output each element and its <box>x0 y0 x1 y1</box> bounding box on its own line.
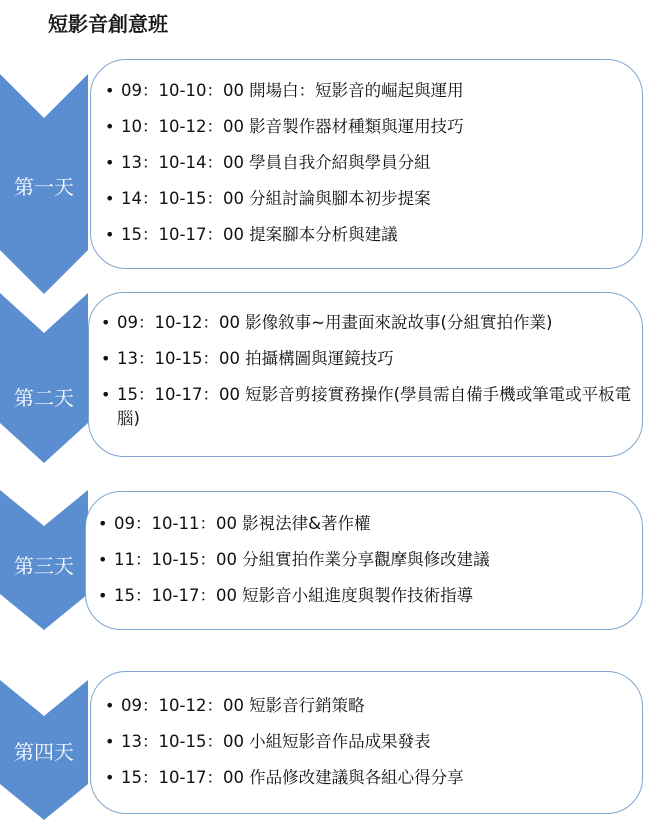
page-title: 短影音創意班 <box>48 12 168 36</box>
schedule-item: • 14：10-15：00 分組討論與腳本初步提案 <box>103 187 626 211</box>
bullet: • <box>98 514 108 533</box>
schedule-item: • 13：10-15：00 拍攝構圖與運鏡技巧 <box>99 347 632 371</box>
schedule-item: • 15：10-17：00 短影音剪接實務操作(學員需自備手機或筆電或平板電腦) <box>101 385 632 428</box>
schedule-item: • 15：10-17：00 短影音小組進度與製作技術指導 <box>96 584 632 608</box>
day-4-schedule <box>103 694 632 790</box>
bullet: • <box>98 550 108 569</box>
schedule-item: • 09：10-11：00 影視法律&著作權 <box>96 512 632 536</box>
bullet: • <box>101 349 111 368</box>
day-4-card <box>90 671 643 814</box>
day-3-schedule <box>96 512 632 608</box>
day-2-card <box>88 292 643 457</box>
schedule-item: • 13：10-15：00 小組短影音作品成果發表 <box>103 730 632 754</box>
day-4-chevron <box>0 680 96 820</box>
schedule-item: • 11：10-15：00 分組實拍作業分享觀摩與修改建議 <box>96 548 632 572</box>
day-1-chevron <box>0 74 96 294</box>
bullet: • <box>98 586 108 605</box>
bullet: • <box>105 81 115 100</box>
bullet: • <box>101 385 111 404</box>
chevron-shape <box>0 293 96 463</box>
bullet: • <box>105 732 115 751</box>
bullet: • <box>105 768 115 787</box>
schedule-item: • 15：10-17：00 作品修改建議與各組心得分享 <box>103 766 632 790</box>
day-3-label: 第三天 <box>14 554 74 578</box>
day-1-schedule <box>103 79 626 247</box>
day-2-schedule <box>99 311 632 431</box>
schedule-item: • 09：10-12：00 短影音行銷策略 <box>103 694 632 718</box>
day-2-chevron <box>0 293 96 463</box>
day-1-card <box>90 59 643 269</box>
bullet: • <box>101 313 111 332</box>
schedule-item: • 09：10-12：00 影像敘事~用畫面來說故事(分組實拍作業) <box>99 311 632 335</box>
schedule-item: • 15：10-17：00 提案腳本分析與建議 <box>103 223 626 247</box>
day-3-chevron <box>0 490 96 630</box>
schedule-item: • 09：10-10：00 開場白：短影音的崛起與運用 <box>103 79 626 103</box>
bullet: • <box>105 153 115 172</box>
schedule-item: • 13：10-14：00 學員自我介紹與學員分組 <box>103 151 626 175</box>
day-3-card <box>85 491 643 630</box>
bullet: • <box>105 189 115 208</box>
day-1-label: 第一天 <box>14 175 74 199</box>
bullet: • <box>105 225 115 244</box>
bullet: • <box>105 696 115 715</box>
day-2-label: 第二天 <box>14 386 74 410</box>
bullet: • <box>105 117 115 136</box>
day-4-label: 第四天 <box>14 740 74 764</box>
schedule-item: • 10：10-12：00 影音製作器材種類與運用技巧 <box>103 115 626 139</box>
